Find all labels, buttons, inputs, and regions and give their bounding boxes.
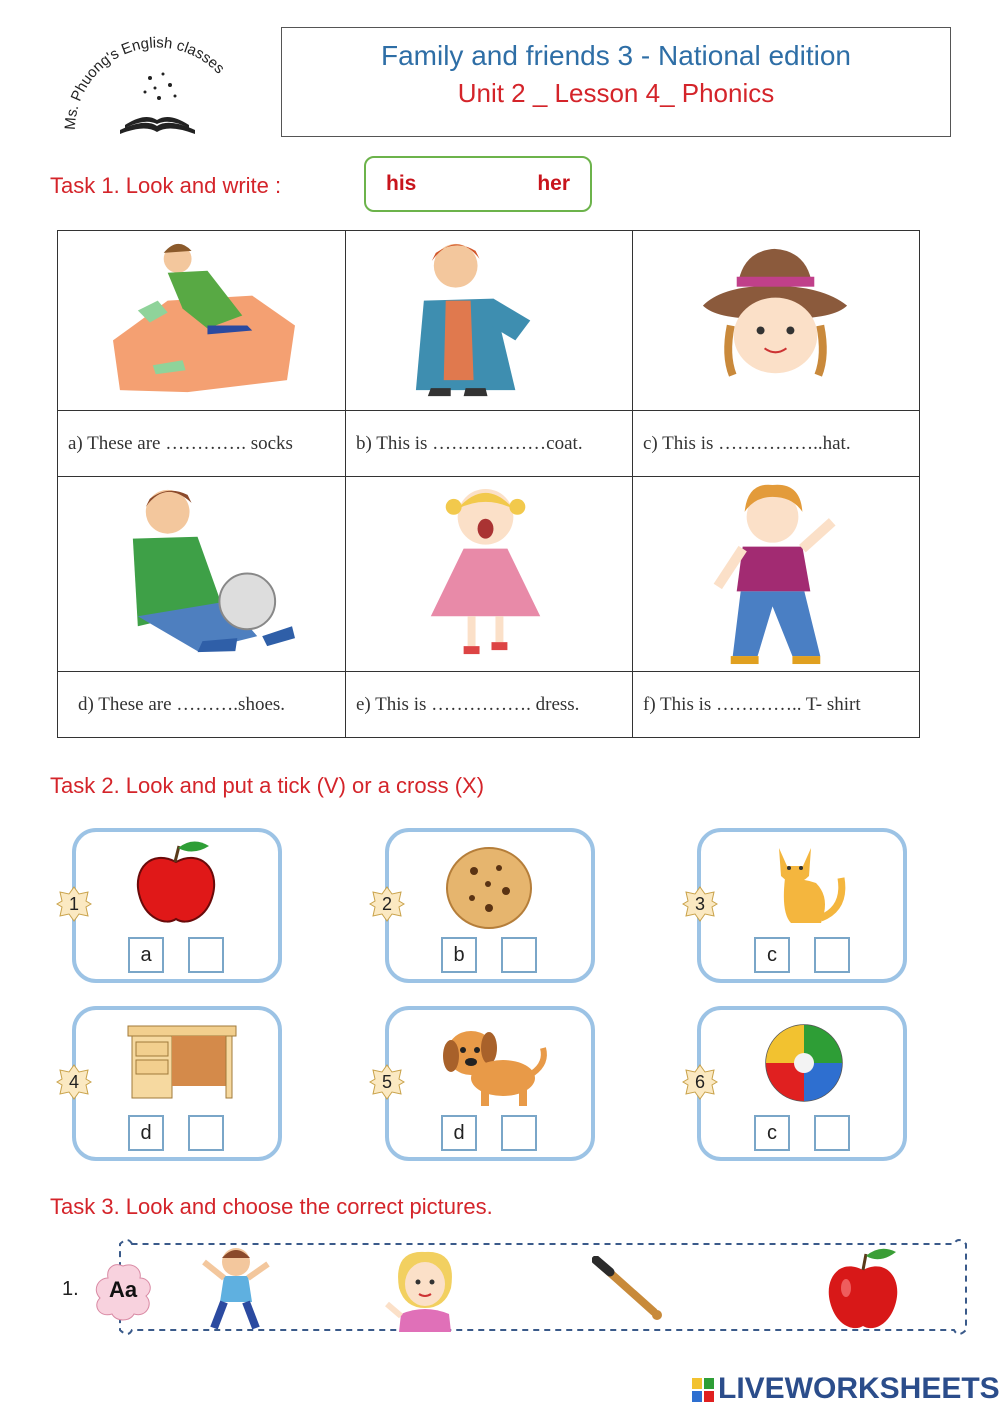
word-her: her xyxy=(537,172,570,195)
picture-cell-b xyxy=(346,231,633,411)
boy-in-t-shirt-picture xyxy=(633,477,919,671)
badge-number: 1 xyxy=(68,893,79,914)
worksheet-subtitle: Unit 2 _ Lesson 4_ Phonics xyxy=(457,78,775,108)
girl-choice[interactable] xyxy=(385,1248,465,1332)
task2-card-4 xyxy=(72,1006,282,1161)
letter-box-2: b xyxy=(441,937,477,973)
dog-picture xyxy=(441,1018,551,1108)
task2-card-5 xyxy=(385,1006,595,1161)
badge-number: 4 xyxy=(68,1071,79,1092)
task1-table xyxy=(57,230,920,738)
logo xyxy=(55,30,255,140)
task2-card-6 xyxy=(697,1006,907,1161)
picture-cell-a xyxy=(58,231,346,411)
badge-number: 3 xyxy=(694,893,705,914)
badge-1 xyxy=(56,886,92,922)
task2-card-1 xyxy=(72,828,282,983)
boy-in-coat-picture xyxy=(346,231,632,410)
badge-3 xyxy=(682,886,718,922)
letter-box-3: c xyxy=(754,937,790,973)
cat-picture xyxy=(761,838,851,928)
picture-cell-d xyxy=(58,477,346,672)
badge-number: 6 xyxy=(694,1071,705,1092)
worksheet-title: Family and friends 3 - National edition xyxy=(380,40,851,71)
caption-a: a) These are …………. socks xyxy=(58,411,346,477)
badge-6 xyxy=(682,1064,718,1100)
liveworksheets-logo-icon xyxy=(692,1378,714,1402)
badge-number: 2 xyxy=(381,893,392,914)
badge-2 xyxy=(369,886,405,922)
badge-4 xyxy=(56,1064,92,1100)
letter-box-6: c xyxy=(754,1115,790,1151)
logo-text: Ms. Phuong's English classes xyxy=(61,34,228,131)
apple-picture xyxy=(131,834,221,929)
svg-text:Ms. Phuong's English classes xyxy=(62,34,228,130)
task2-title: Task 2. Look and put a tick (V) or a cross (X) xyxy=(50,773,485,798)
picture-cell-e xyxy=(346,477,633,672)
task3-title: Task 3. Look and choose the correct pictures. xyxy=(50,1194,493,1219)
letter-aa-text: Aa xyxy=(108,1277,138,1302)
word-box xyxy=(364,156,592,212)
desk-picture xyxy=(126,1022,238,1102)
letter-box-5: d xyxy=(441,1115,477,1151)
caption-f: f) This is ………….. T- shirt xyxy=(643,693,861,715)
header-box xyxy=(281,27,951,137)
apple-choice[interactable] xyxy=(822,1244,904,1334)
task2-card-2 xyxy=(385,828,595,983)
word-his: his xyxy=(386,172,417,195)
letter-box-4: d xyxy=(128,1115,164,1151)
ball-picture xyxy=(763,1022,845,1104)
caption-b: b) This is ………………coat. xyxy=(346,411,633,477)
cookie-picture xyxy=(444,846,534,931)
answer-box-1[interactable] xyxy=(188,937,224,973)
answer-box-2[interactable] xyxy=(501,937,537,973)
answer-box-4[interactable] xyxy=(188,1115,224,1151)
letter-aa-icon xyxy=(90,1262,156,1322)
task2-card-3 xyxy=(697,828,907,983)
girl-in-dress-picture xyxy=(346,477,632,671)
brand-name: LIVEWORKSHEETS xyxy=(718,1372,1000,1405)
boy-choice[interactable] xyxy=(200,1244,272,1334)
caption-e: e) This is ……………. dress. xyxy=(346,672,633,737)
caption-c: c) This is ……………..hat. xyxy=(633,411,919,477)
boy-putting-on-socks-picture xyxy=(58,231,345,410)
answer-box-6[interactable] xyxy=(814,1115,850,1151)
badge-number: 5 xyxy=(381,1071,392,1092)
task3-row-number: 1. xyxy=(62,1278,79,1300)
letter-box-1: a xyxy=(128,937,164,973)
girl-in-hat-picture xyxy=(633,231,919,410)
caption-d: d) These are ……….shoes. xyxy=(58,672,346,737)
answer-box-3[interactable] xyxy=(814,937,850,973)
picture-cell-f xyxy=(633,477,919,672)
answer-box-5[interactable] xyxy=(501,1115,537,1151)
bat-choice[interactable] xyxy=(592,1256,668,1322)
task1-title: Task 1. Look and write : xyxy=(50,173,282,198)
picture-cell-c xyxy=(633,231,919,411)
boy-tying-shoes-picture xyxy=(58,477,345,671)
badge-5 xyxy=(369,1064,405,1100)
